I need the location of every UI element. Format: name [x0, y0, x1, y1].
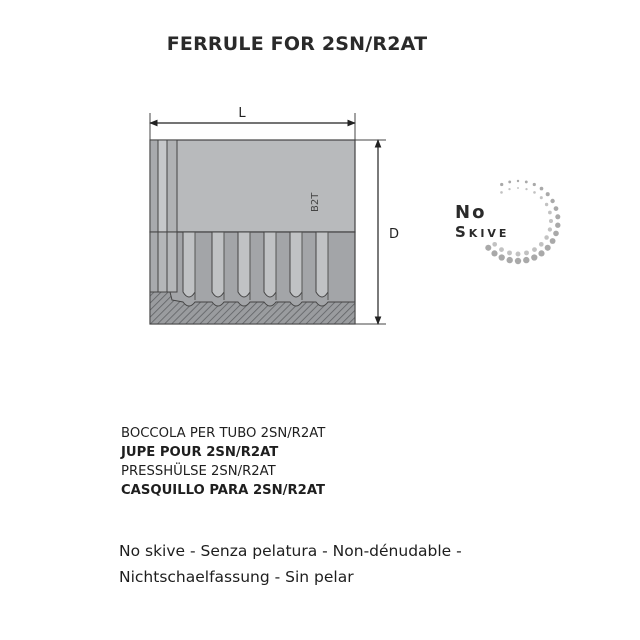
badge-dot [545, 245, 551, 251]
badge-dot [517, 187, 519, 189]
dimension-length-label: L [238, 106, 246, 121]
badge-dot [550, 199, 554, 203]
dimension-diameter [355, 140, 399, 324]
badge-dot [508, 188, 510, 190]
badge-dot [507, 257, 513, 263]
description-spanish: CASQUILLO PARA 2SN/R2AT [121, 483, 325, 498]
badge-dot [517, 180, 519, 182]
badge-dot [553, 231, 559, 237]
badge-dot [525, 188, 527, 190]
no-skive-badge [455, 180, 560, 264]
badge-dot [531, 254, 537, 260]
badge-dot [532, 247, 537, 252]
no-skive-line1: No [455, 202, 487, 223]
badge-dot [554, 206, 559, 211]
badge-dot [555, 214, 560, 219]
badge-dot [523, 257, 529, 263]
badge-dot [525, 180, 528, 183]
badge-dot [516, 252, 521, 257]
badge-dot [485, 245, 491, 251]
badge-dot [500, 183, 503, 186]
badge-dot [546, 192, 550, 196]
footer-line-2: Nichtschaelfassung - Sin pelar [119, 568, 354, 586]
description-german: PRESSHÜLSE 2SN/R2AT [121, 464, 276, 479]
footer-note [119, 538, 462, 590]
footer-line-1: No skive - Senza pelatura - Non-dénudable - [119, 542, 462, 560]
dimension-length [150, 106, 355, 140]
badge-dot [548, 227, 552, 231]
badge-dot [555, 223, 560, 228]
badge-dot [544, 235, 549, 240]
badge-dot [540, 187, 544, 191]
badge-dot [533, 183, 536, 186]
badge-dot [499, 254, 505, 260]
description-italian: BOCCOLA PER TUBO 2SN/R2AT [121, 426, 326, 441]
badge-dot [508, 180, 511, 183]
badge-dot [499, 247, 504, 252]
badge-dot [540, 196, 543, 199]
ferrule-outer-view [150, 140, 355, 232]
ferrule-section-view [150, 232, 355, 324]
badge-dot [491, 250, 497, 256]
badge-dot [539, 242, 544, 247]
badge-dot [500, 191, 503, 194]
badge-dot [533, 191, 536, 194]
badge-dots-ring [485, 180, 560, 264]
badge-dot [550, 238, 556, 244]
badge-dot [538, 250, 544, 256]
badge-dot [545, 203, 548, 206]
badge-dot [492, 242, 497, 247]
description-french: JUPE POUR 2SN/R2AT [121, 445, 279, 460]
badge-dot [524, 250, 529, 255]
no-skive-line2: Skive [455, 223, 510, 241]
dimension-diameter-label: D [389, 227, 400, 242]
badge-dot [549, 219, 553, 223]
badge-dot [548, 211, 552, 215]
ferrule-marking: B2T [310, 192, 321, 212]
badge-dot [507, 250, 512, 255]
description-list [121, 424, 325, 500]
page-title: FERRULE FOR 2SN/R2AT [166, 33, 428, 55]
badge-dot [515, 258, 521, 264]
